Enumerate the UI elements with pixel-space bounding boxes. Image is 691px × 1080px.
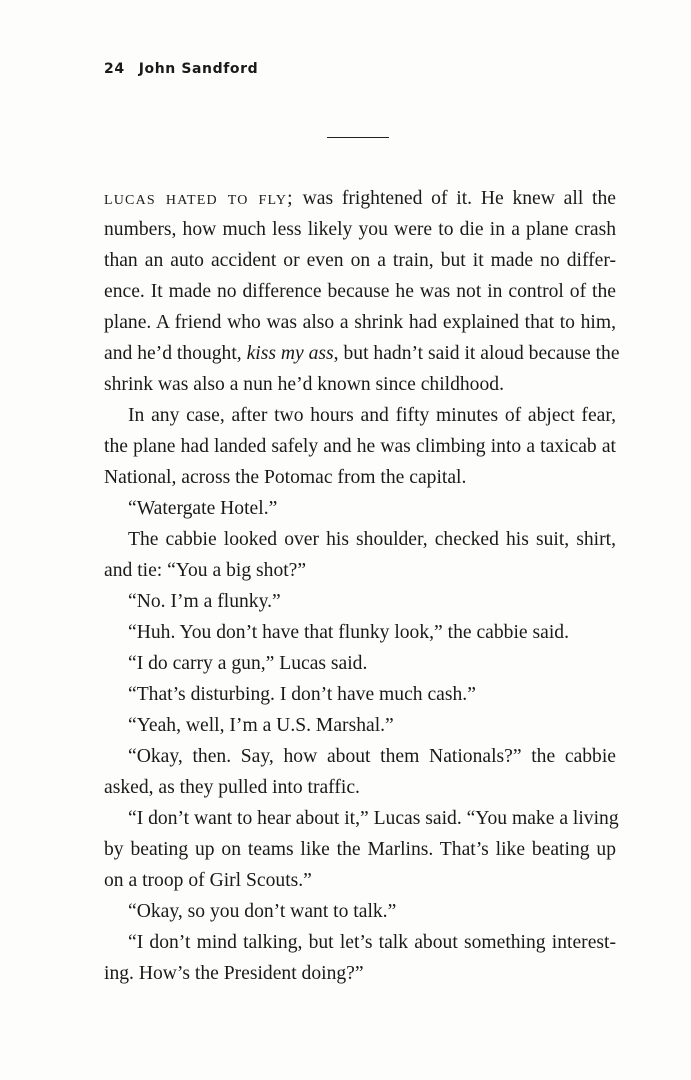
text-line: ing. How’s the President doing?” xyxy=(104,963,364,984)
body-text xyxy=(104,183,620,989)
text-line xyxy=(104,183,616,214)
paragraph-first-line: “I don’t mind talking, but let’s talk about something interest- xyxy=(128,932,616,953)
text-line: ence. It made no difference because he was not in control of the xyxy=(104,281,616,302)
paragraph-first-line: The cabbie looked over his shoulder, checked his suit, shirt, xyxy=(128,529,616,550)
opening-small-caps: lucas hated to fly; xyxy=(104,188,294,209)
paragraph-first-line: “Okay, so you don’t want to talk.” xyxy=(128,901,397,922)
italic-phrase: kiss my ass xyxy=(246,343,334,364)
author-name: John Sandford xyxy=(138,61,259,77)
text-line: the plane had landed safely and he was climbing into a taxicab at xyxy=(104,436,616,457)
text-line: numbers, how much less likely you were to die in a plane crash xyxy=(104,219,616,240)
text-span: , but hadn’t said it aloud because the xyxy=(333,343,620,364)
text-line: by beating up on teams like the Marlins. That’s like beating up xyxy=(104,839,616,860)
text-line: and tie: “You a big shot?” xyxy=(104,560,307,581)
paragraph-first-line: “That’s disturbing. I don’t have much cash.” xyxy=(128,684,476,705)
paragraph-first-line: “Yeah, well, I’m a U.S. Marshal.” xyxy=(128,715,394,736)
paragraph-first-line: “Huh. You don’t have that flunky look,” the cabbie said. xyxy=(128,622,569,643)
page-number: 24 xyxy=(104,61,125,77)
paragraph-first-line: In any case, after two hours and fifty minutes of abject fear, xyxy=(128,405,616,426)
paragraph-first-line: “I do carry a gun,” Lucas said. xyxy=(128,653,368,674)
text-line: plane. A friend who was also a shrink had explained that to him, xyxy=(104,312,616,333)
text-line: National, across the Potomac from the capital. xyxy=(104,467,467,488)
text-line: shrink was also a nun he’d known since childhood. xyxy=(104,374,504,395)
text-line: than an auto accident or even on a train, but it made no differ- xyxy=(104,250,616,271)
paragraph-first-line: “Watergate Hotel.” xyxy=(128,498,278,519)
text-span: was frightened of it. He knew all the xyxy=(293,188,616,209)
section-break-rule xyxy=(327,137,389,138)
running-head xyxy=(104,61,258,77)
paragraph-first-line: “No. I’m a flunky.” xyxy=(128,591,281,612)
text-line xyxy=(104,338,620,369)
paragraph-first-line: “Okay, then. Say, how about them Nationals?” the cabbie xyxy=(128,746,616,767)
paragraph-first-line: “I don’t want to hear about it,” Lucas said. “You make a living xyxy=(128,808,619,829)
text-span: and he’d thought, xyxy=(104,343,247,364)
text-line: asked, as they pulled into traffic. xyxy=(104,777,360,798)
text-line: on a troop of Girl Scouts.” xyxy=(104,870,312,891)
